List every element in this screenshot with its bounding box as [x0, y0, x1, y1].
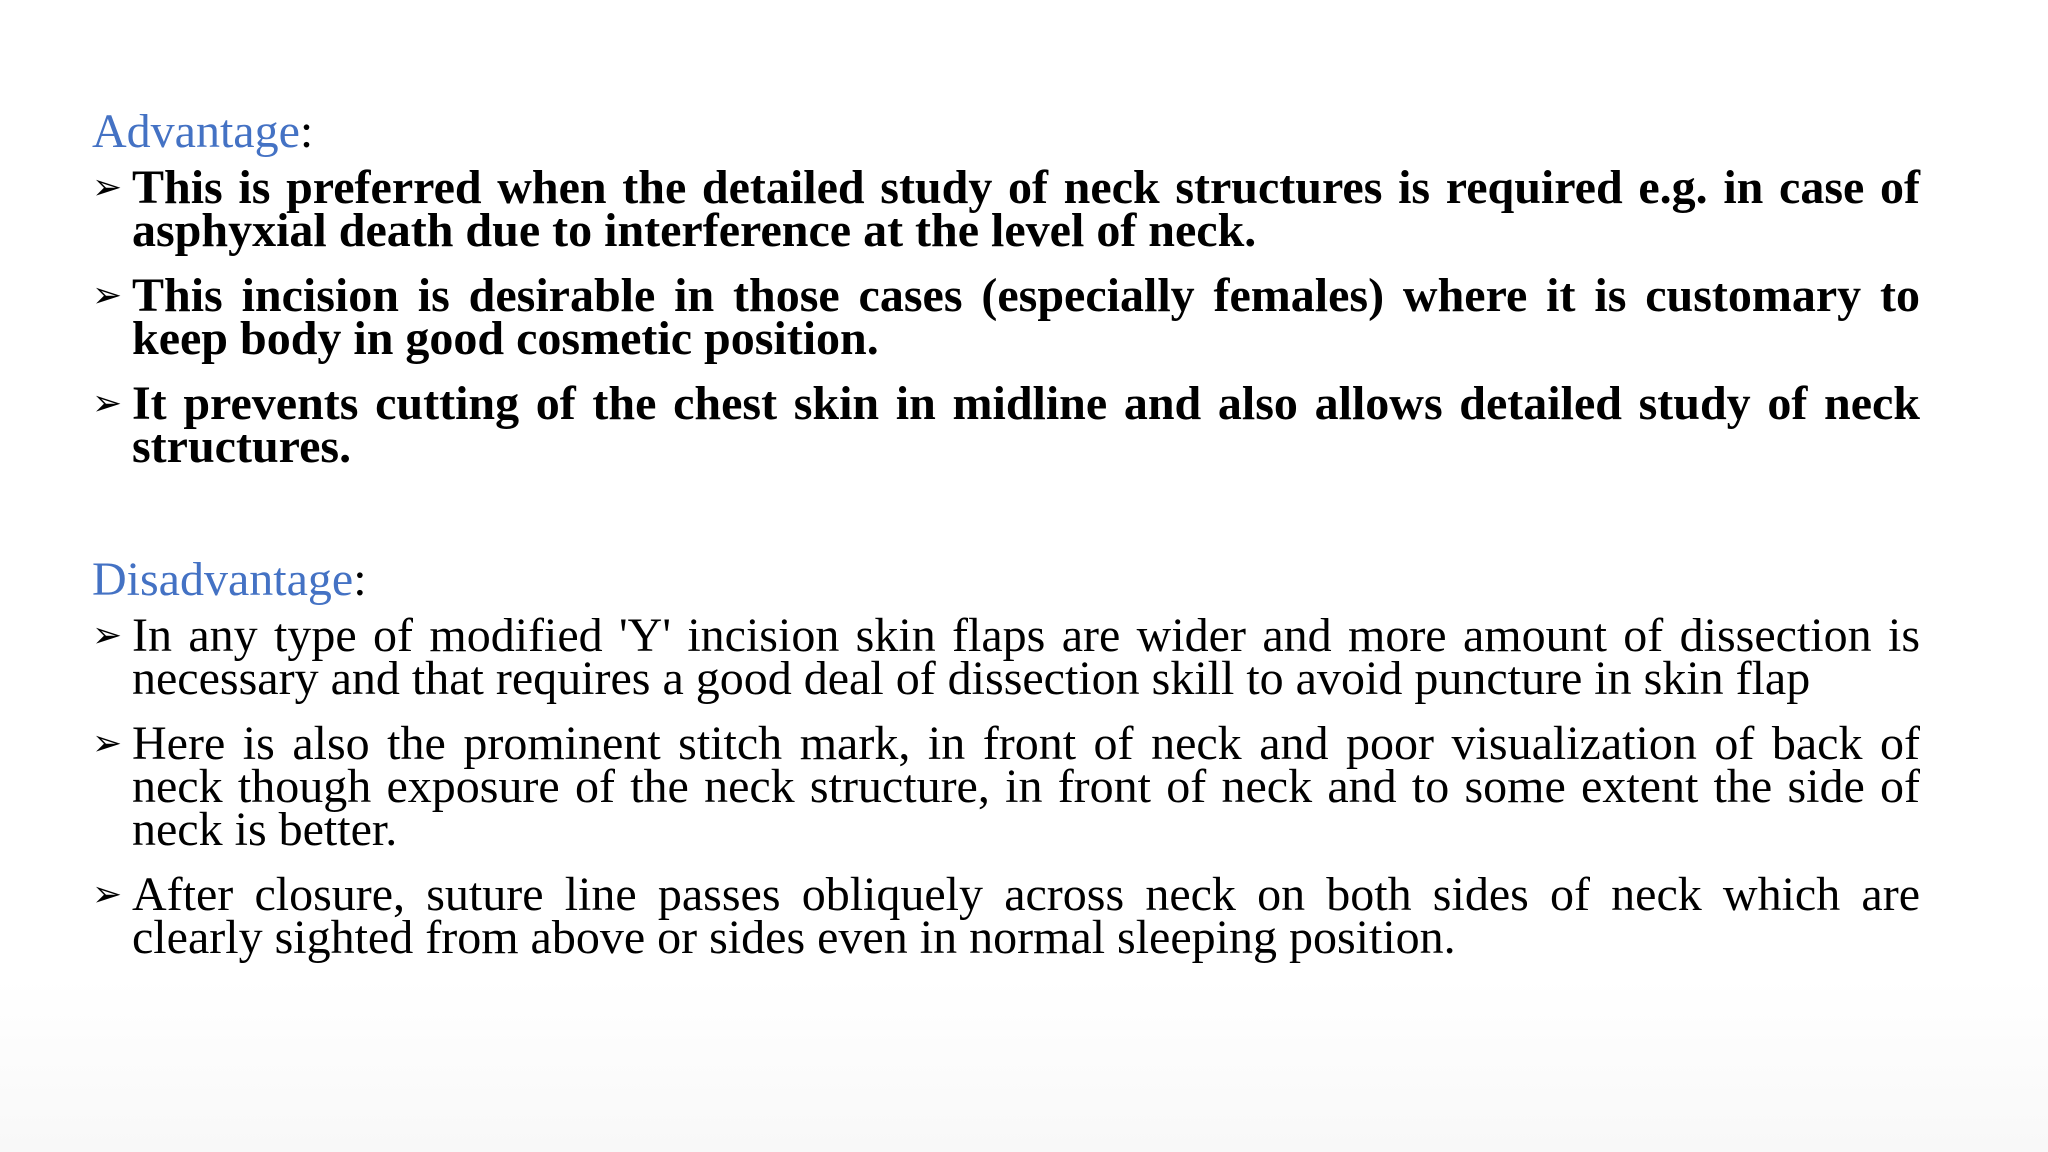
arrow-bullet-icon: ➢: [92, 615, 123, 656]
advantage-item-text: This is preferred when the detailed study of neck structures is required e.g. in case of asphyxial death due to interference at the level of neck.: [132, 161, 1920, 257]
advantage-list: [92, 161, 1920, 473]
advantage-item-text: This incision is desirable in those cases (especially females) where it is customary to keep body in good cosmetic position.: [132, 269, 1920, 365]
advantage-item-2: [92, 269, 1920, 365]
disadvantage-heading-label: Disadvantage: [92, 553, 354, 606]
advantage-item-text: It prevents cutting of the chest skin in midline and also allows detailed study of neck structures.: [132, 377, 1920, 473]
disadvantage-item-3: [92, 868, 1920, 964]
arrow-bullet-icon: ➢: [92, 874, 123, 915]
disadvantage-list: [92, 609, 1920, 964]
disadvantage-heading: [92, 552, 1920, 608]
disadvantage-item-2: [92, 717, 1920, 856]
section-spacer: [92, 490, 1920, 552]
disadvantage-item-text: Here is also the prominent stitch mark, in front of neck and poor visualization of back of neck though exposure of the neck structure, in front of neck and to some extent the side of neck is better.: [132, 717, 1920, 856]
arrow-bullet-icon: ➢: [92, 275, 123, 316]
advantage-heading-colon: :: [299, 105, 314, 158]
advantage-heading-label: Advantage: [92, 105, 300, 158]
disadvantage-item-text: After closure, suture line passes obliquely across neck on both sides of neck which are clearly sighted from above or sides even in normal sleeping position.: [132, 868, 1920, 964]
advantage-heading: [92, 104, 1920, 160]
advantage-item-1: [92, 161, 1920, 257]
disadvantage-item-1: [92, 609, 1920, 705]
disadvantage-item-text: In any type of modified 'Y' incision skin flaps are wider and more amount of dissection is necessary and that requires a good deal of dissection skill to avoid puncture in skin flap: [132, 609, 1920, 705]
arrow-bullet-icon: ➢: [92, 723, 123, 764]
advantage-item-3: [92, 377, 1920, 473]
disadvantage-heading-colon: :: [353, 553, 367, 606]
arrow-bullet-icon: ➢: [92, 167, 123, 208]
slide-content: [92, 104, 1920, 981]
arrow-bullet-icon: ➢: [92, 383, 123, 424]
